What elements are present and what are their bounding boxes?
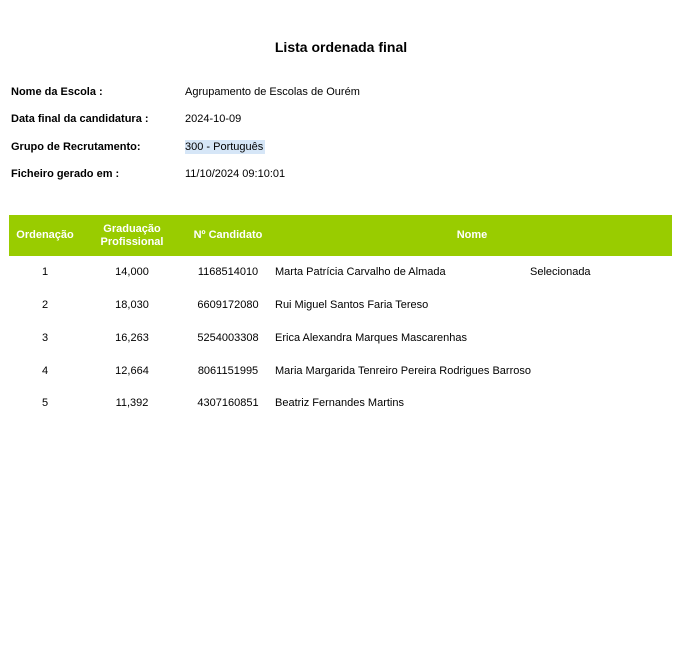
group-label: Grupo de Recrutamento:: [11, 141, 141, 153]
cell-graduacao: 18,030: [115, 299, 149, 311]
generated-label: Ficheiro gerado em :: [11, 168, 120, 180]
cell-candidato: 8061151995: [197, 365, 259, 377]
cell-nome: Beatriz Fernandes Martins: [275, 397, 404, 409]
deadline-value: 2024-10-09: [185, 113, 242, 125]
table-row: [9, 365, 672, 381]
cell-candidato: 6609172080: [197, 299, 259, 311]
meta-row-generated: [11, 168, 651, 184]
cell-candidato: 4307160851: [197, 397, 259, 409]
school-label: Nome da Escola :: [11, 86, 103, 98]
table-header: [9, 215, 672, 256]
header-nome: Nome: [456, 229, 488, 241]
header-ordenacao: Ordenação: [16, 229, 74, 241]
meta-row-school: [11, 86, 651, 102]
cell-nome: Maria Margarida Tenreiro Pereira Rodrigues Barroso: [275, 365, 531, 377]
table-row: [9, 299, 672, 315]
table-row: [9, 397, 672, 413]
cell-candidato: 5254003308: [197, 332, 259, 344]
cell-ordem: 1: [41, 266, 49, 278]
cell-candidato: 1168514010: [197, 266, 259, 278]
cell-graduacao: 16,263: [115, 332, 149, 344]
cell-nome: Rui Miguel Santos Faria Tereso: [275, 299, 429, 311]
meta-row-deadline: [11, 113, 651, 129]
page-title: Lista ordenada final: [274, 39, 408, 55]
cell-ordem: 5: [41, 397, 49, 409]
cell-graduacao: 11,392: [115, 397, 149, 409]
meta-row-group: [11, 141, 651, 157]
header-graduacao: Graduação Profissional: [100, 222, 164, 248]
table-row: [9, 332, 672, 348]
cell-nome: Marta Patrícia Carvalho de Almada: [275, 266, 446, 278]
table-row: [9, 266, 672, 282]
cell-ordem: 2: [41, 299, 49, 311]
school-value: Agrupamento de Escolas de Ourém: [185, 86, 360, 98]
generated-value: 11/10/2024 09:10:01: [185, 168, 286, 180]
cell-ordem: 4: [41, 365, 49, 377]
cell-nome: Erica Alexandra Marques Mascarenhas: [275, 332, 467, 344]
header-candidato: Nº Candidato: [193, 229, 263, 241]
cell-graduacao: 12,664: [115, 365, 149, 377]
cell-ordem: 3: [41, 332, 49, 344]
group-value[interactable]: 300 - Português: [185, 141, 264, 153]
cell-estado: Selecionada: [530, 266, 591, 278]
cell-graduacao: 14,000: [115, 266, 149, 278]
deadline-label: Data final da candidatura :: [11, 113, 149, 125]
